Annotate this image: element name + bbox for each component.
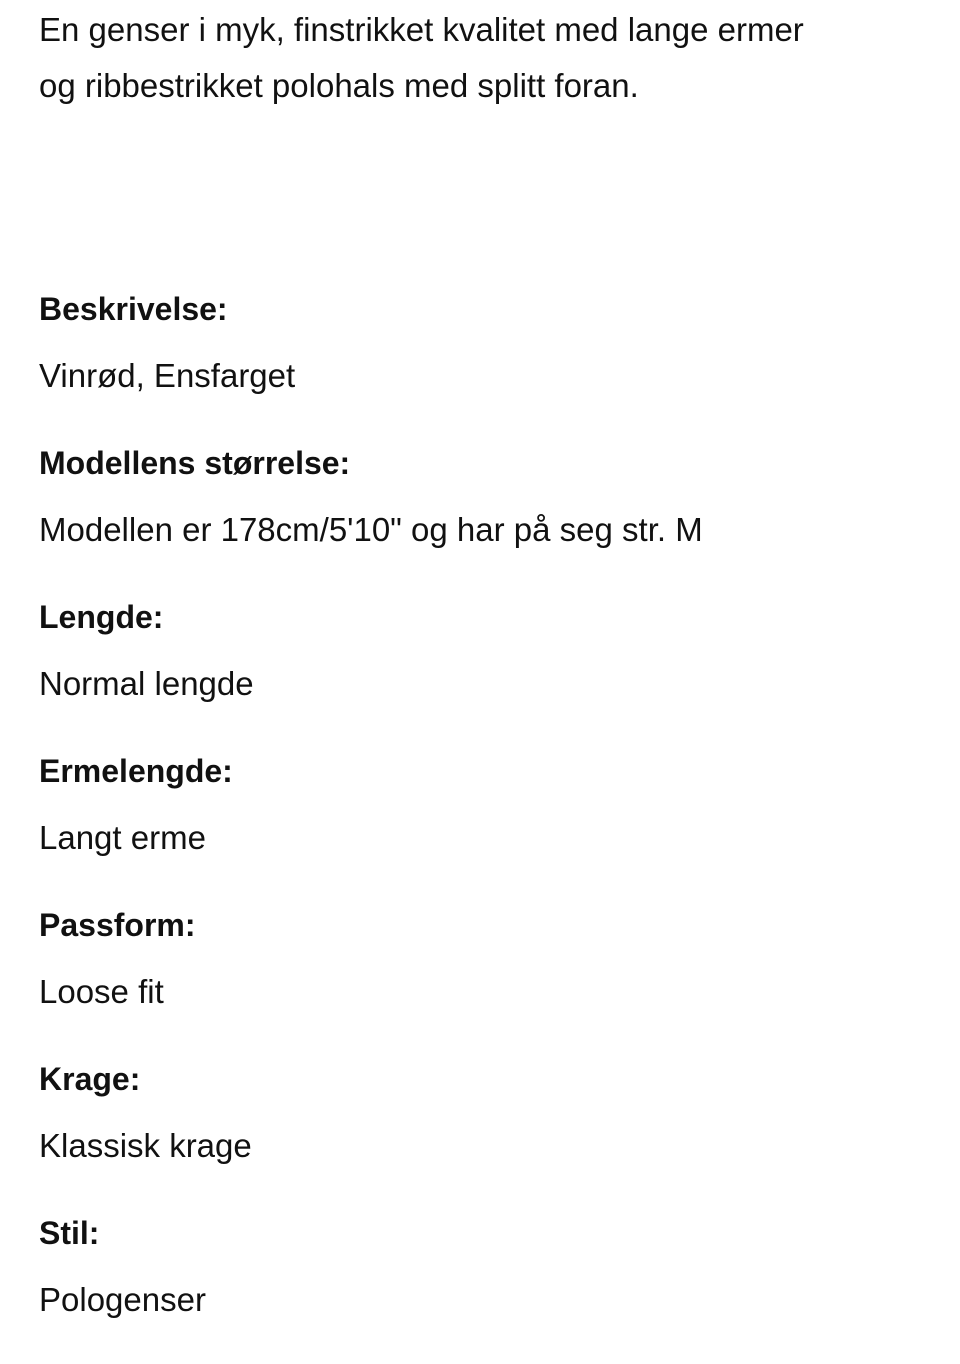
detail-value: Normal lengde (39, 665, 254, 702)
detail-style (39, 1203, 919, 1330)
detail-label: Modellens størrelse: (39, 445, 351, 481)
intro-line-2: og ribbestrikket polohals med splitt foran. (39, 67, 639, 104)
intro-line-1: En genser i myk, finstrikket kvalitet med lange ermer (39, 11, 804, 48)
detail-description (39, 279, 919, 406)
faded-text-artifact (34, 110, 454, 190)
detail-label: Passform: (39, 907, 196, 943)
product-details-list (39, 279, 919, 1357)
detail-value: Langt erme (39, 819, 206, 856)
detail-value: Loose fit (39, 973, 164, 1010)
detail-value: Pologenser (39, 1281, 206, 1318)
detail-value: Klassisk krage (39, 1127, 252, 1164)
detail-label: Krage: (39, 1061, 141, 1097)
detail-label: Ermelengde: (39, 753, 233, 789)
detail-label: Lengde: (39, 599, 164, 635)
detail-collar (39, 1049, 919, 1176)
detail-label: Stil: (39, 1215, 100, 1251)
detail-label: Beskrivelse: (39, 291, 228, 327)
detail-model-size (39, 433, 919, 560)
detail-length (39, 587, 919, 714)
detail-value: Vinrød, Ensfarget (39, 357, 296, 394)
product-intro-text (39, 2, 919, 114)
detail-value: Modellen er 178cm/5'10" og har på seg str. M (39, 511, 703, 548)
detail-sleeve-length (39, 741, 919, 868)
detail-fit (39, 895, 919, 1022)
